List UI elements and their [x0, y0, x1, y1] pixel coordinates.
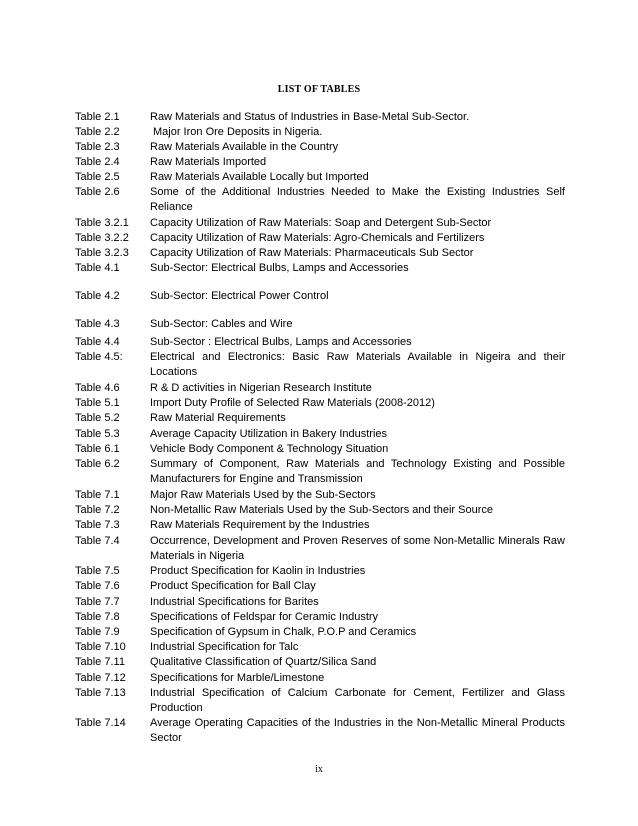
table-description: Some of the Additional Industries Needed to Make the Existing Industries Self Reliance	[150, 186, 565, 213]
table-description: Industrial Specifications for Barites	[150, 596, 319, 608]
table-description: Average Capacity Utilization in Bakery Industries	[150, 428, 388, 440]
table-number: Table 3.2.2	[75, 232, 129, 244]
table-description: Product Specification for Kaolin in Industries	[150, 565, 366, 577]
table-description: Major Raw Materials Used by the Sub-Sectors	[150, 489, 376, 501]
table-number: Table 2.2	[75, 126, 120, 138]
table-description: Sub-Sector: Electrical Bulbs, Lamps and Accessories	[150, 262, 409, 274]
list-item	[75, 427, 565, 442]
list-item	[75, 411, 565, 426]
table-description: Vehicle Body Component & Technology Situation	[150, 443, 389, 455]
table-description: Product Specification for Ball Clay	[150, 580, 316, 592]
list-item	[75, 231, 565, 246]
list-item	[75, 488, 565, 503]
table-description: Specifications for Marble/Limestone	[150, 672, 325, 684]
table-number: Table 7.1	[75, 489, 120, 501]
list-item	[75, 686, 565, 716]
list-item	[75, 170, 565, 185]
table-number: Table 5.3	[75, 428, 120, 440]
table-description: Sub-Sector: Electrical Power Control	[150, 290, 329, 302]
table-description: Raw Materials Available Locally but Imported	[150, 171, 369, 183]
table-description: Raw Materials and Status of Industries in Base-Metal Sub-Sector.	[150, 111, 470, 123]
list-item	[75, 671, 565, 686]
table-description: Raw Materials Imported	[150, 156, 267, 168]
table-number: Table 6.1	[75, 443, 120, 455]
table-number: Table 7.6	[75, 580, 120, 592]
table-number: Table 3.2.1	[75, 217, 129, 229]
table-description: Capacity Utilization of Raw Materials: Agro-Chemicals and Fertilizers	[150, 232, 485, 244]
table-description: Qualitative Classification of Quartz/Silica Sand	[150, 656, 377, 668]
table-number: Table 7.8	[75, 611, 120, 623]
list-item	[75, 625, 565, 640]
list-item	[75, 110, 565, 125]
list-item	[75, 534, 565, 564]
list-item	[75, 125, 565, 140]
list-item	[75, 246, 565, 261]
table-number: Table 7.7	[75, 596, 120, 608]
list-item	[75, 579, 565, 594]
list-item	[75, 564, 565, 579]
list-item	[75, 155, 565, 170]
table-number: Table 4.6	[75, 382, 120, 394]
table-description: Industrial Specification of Calcium Carbonate for Cement, Fertilizer and Glass Production	[150, 687, 565, 714]
table-number: Table 5.1	[75, 397, 120, 409]
table-number: Table 3.2.3	[75, 247, 129, 259]
list-item	[75, 317, 565, 332]
table-description: Electrical and Electronics: Basic Raw Materials Available in Nigeira and their Locations	[150, 351, 565, 378]
list-item	[75, 655, 565, 670]
table-number: Table 4.4	[75, 336, 120, 348]
table-description: Sub-Sector: Cables and Wire	[150, 318, 293, 330]
list-item	[75, 185, 565, 215]
table-description: Occurrence, Development and Proven Reserves of some Non-Metallic Minerals Raw Materials in Nigeria	[150, 535, 565, 562]
table-description: Raw Material Requirements	[150, 412, 286, 424]
list-item	[75, 716, 565, 746]
table-number: Table 2.4	[75, 156, 120, 168]
table-description: Capacity Utilization of Raw Materials: Pharmaceuticals Sub Sector	[150, 247, 474, 259]
table-number: Table 7.10	[75, 641, 126, 653]
table-description: R & D activities in Nigerian Research Institute	[150, 382, 372, 394]
list-item	[75, 503, 565, 518]
table-number: Table 2.5	[75, 171, 120, 183]
table-number: Table 4.1	[75, 262, 120, 274]
list-item	[75, 335, 565, 350]
list-item	[75, 457, 565, 487]
table-number: Table 7.14	[75, 717, 126, 729]
table-number: Table 4.3	[75, 318, 120, 330]
table-number: Table 7.12	[75, 672, 126, 684]
list-item	[75, 216, 565, 231]
table-description: Raw Materials Requirement by the Industries	[150, 519, 370, 531]
table-number: Table 6.2	[75, 458, 120, 470]
table-number: Table 2.6	[75, 186, 120, 198]
list-item	[75, 640, 565, 655]
table-number: Table 4.2	[75, 290, 120, 302]
table-number: Table 7.13	[75, 687, 126, 699]
list-item	[75, 442, 565, 457]
table-description: Specifications of Feldspar for Ceramic Industry	[150, 611, 379, 623]
table-description: Average Operating Capacities of the Industries in the Non-Metallic Mineral Products Sector	[150, 717, 565, 744]
page-number: ix	[315, 764, 323, 775]
table-description: Industrial Specification for Talc	[150, 641, 299, 653]
table-number: Table 7.3	[75, 519, 120, 531]
list-item	[75, 381, 565, 396]
list-item	[75, 396, 565, 411]
table-description: Summary of Component, Raw Materials and Technology Existing and Possible Manufacturers for Engine and Transmission	[150, 458, 565, 485]
table-number: Table 2.3	[75, 141, 120, 153]
table-number: Table 7.9	[75, 626, 120, 638]
table-description: Capacity Utilization of Raw Materials: Soap and Detergent Sub-Sector	[150, 217, 492, 229]
list-item	[75, 595, 565, 610]
list-item	[75, 518, 565, 533]
list-item	[75, 610, 565, 625]
list-item	[75, 289, 565, 304]
table-number: Table 7.2	[75, 504, 120, 516]
table-description: Raw Materials Available in the Country	[150, 141, 339, 153]
table-description: Import Duty Profile of Selected Raw Materials (2008-2012)	[150, 397, 435, 409]
page-title: LIST OF TABLES	[277, 84, 361, 95]
table-number: Table 2.1	[75, 111, 120, 123]
table-number: Table 5.2	[75, 412, 120, 424]
list-item	[75, 350, 565, 380]
table-description: Major Iron Ore Deposits in Nigeria.	[153, 126, 323, 138]
list-item	[75, 140, 565, 155]
table-number: Table 7.5	[75, 565, 120, 577]
table-number: Table 7.4	[75, 535, 120, 547]
table-description: Specification of Gypsum in Chalk, P.O.P and Ceramics	[150, 626, 417, 638]
table-description: Sub-Sector : Electrical Bulbs, Lamps and Accessories	[150, 336, 412, 348]
table-number: Table 7.11	[75, 656, 125, 668]
list-item	[75, 261, 565, 276]
table-number: Table 4.5:	[75, 351, 123, 363]
table-description: Non-Metallic Raw Materials Used by the Sub-Sectors and their Source	[150, 504, 493, 516]
